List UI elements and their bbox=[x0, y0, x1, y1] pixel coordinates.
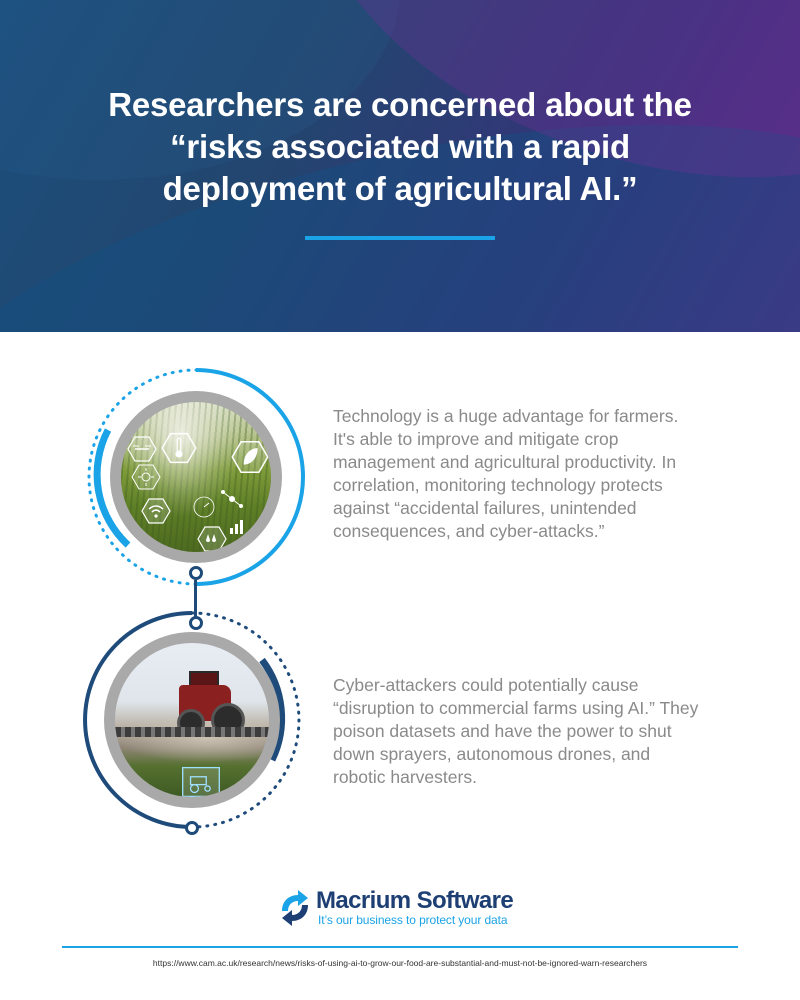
section-2-text bbox=[333, 674, 733, 789]
paragraph-line: against “accidental failures, unintended bbox=[333, 498, 637, 518]
drone-icon bbox=[127, 436, 157, 462]
paragraph-line: It's able to improve and mitigate crop bbox=[333, 429, 619, 449]
timeline-node bbox=[185, 821, 199, 835]
wifi-icon bbox=[141, 498, 171, 524]
paragraph-line: down sprayers, autonomous drones, and bbox=[333, 744, 651, 764]
timeline-node bbox=[189, 566, 203, 580]
headline-divider bbox=[305, 236, 495, 240]
footer-divider bbox=[62, 946, 738, 948]
paragraph-line: robotic harvesters. bbox=[333, 767, 477, 787]
brand-tagline: It’s our business to protect your data bbox=[318, 913, 508, 927]
thermometer-icon bbox=[161, 432, 197, 464]
water-drops-icon bbox=[197, 526, 227, 552]
network-icon bbox=[217, 486, 247, 512]
header-banner bbox=[0, 0, 800, 332]
macrium-logo bbox=[278, 887, 538, 929]
macrium-logo-mark bbox=[278, 889, 312, 927]
paragraph-line: Technology is a huge advantage for farmers. bbox=[333, 406, 679, 426]
section-1-text bbox=[333, 405, 733, 543]
headline-line: “risks associated with a rapid bbox=[170, 128, 630, 165]
tractor-field-image bbox=[104, 632, 280, 808]
source-url: https://www.cam.ac.uk/research/news/risks-of-using-ai-to-grow-our-food-are-substantial-and-must-not-be-ignored-warn-researchers bbox=[152, 958, 648, 968]
headline-line: deployment of agricultural AI.” bbox=[162, 170, 638, 207]
paragraph-line: poison datasets and have the power to shut bbox=[333, 721, 672, 741]
paragraph-line: “disruption to commercial farms using AI.” They bbox=[333, 698, 699, 718]
paragraph-line: management and agricultural productivity. In bbox=[333, 452, 677, 472]
crop-field-image bbox=[110, 391, 282, 563]
leaf-icon bbox=[231, 440, 269, 474]
paragraph-line: correlation, monitoring technology protects bbox=[333, 475, 663, 495]
timeline-node bbox=[189, 616, 203, 630]
headline bbox=[60, 84, 740, 210]
headline-line: Researchers are concerned about the bbox=[108, 86, 692, 123]
paragraph-line: consequences, and cyber-attacks.” bbox=[333, 521, 605, 541]
tractor-icon bbox=[181, 765, 221, 799]
sprayer-boom bbox=[115, 727, 269, 737]
gauge-icon bbox=[189, 494, 219, 520]
sun-icon bbox=[131, 464, 161, 490]
paragraph-line: Cyber-attackers could potentially cause bbox=[333, 675, 639, 695]
brand-name: Macrium Software bbox=[316, 887, 514, 914]
